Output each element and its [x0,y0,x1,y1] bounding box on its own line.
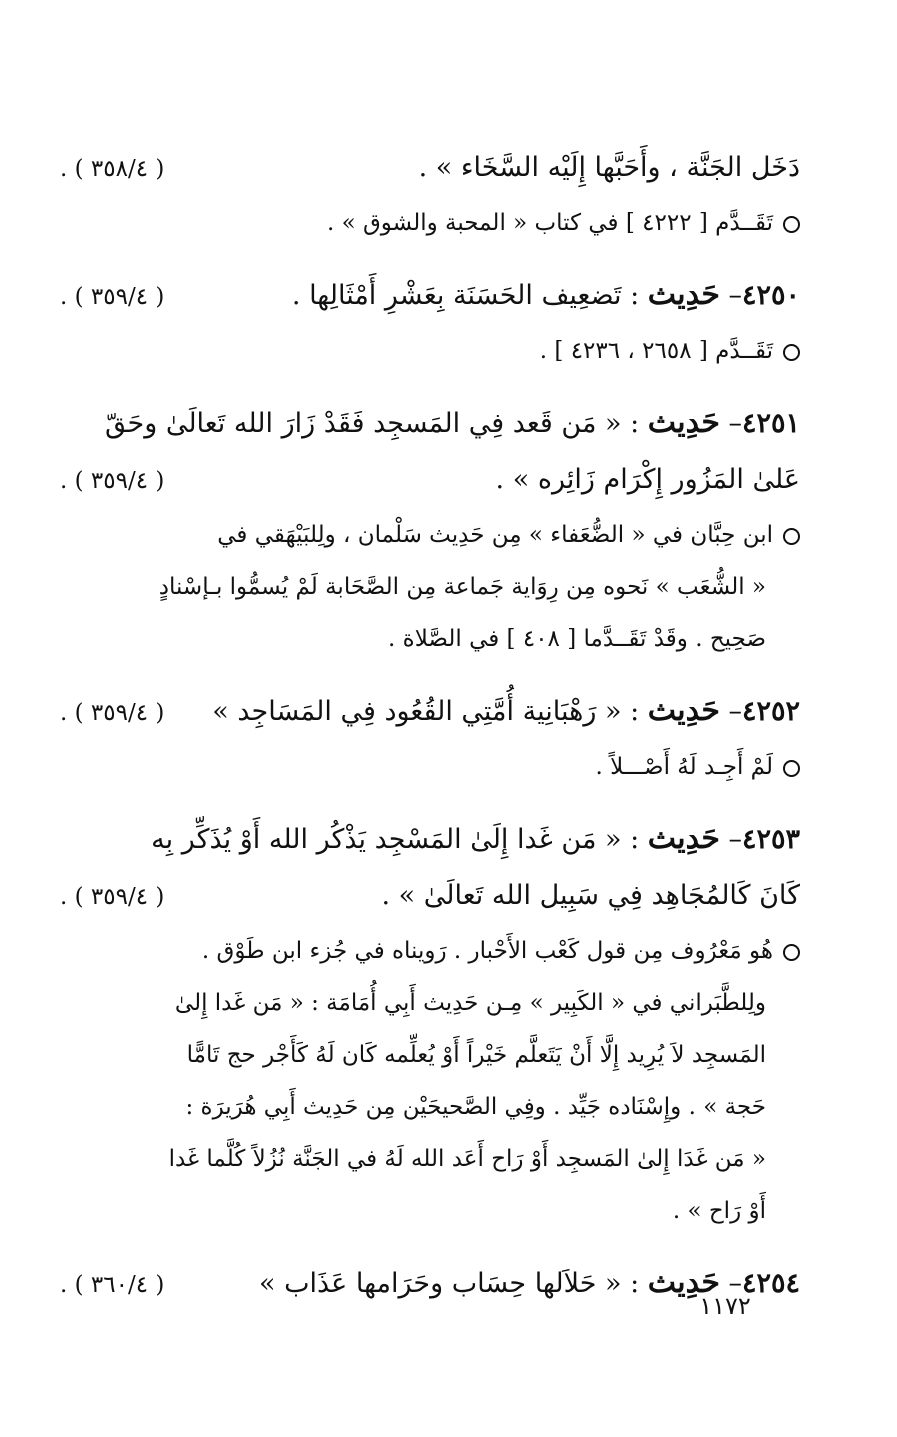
entry-text: : تَضعِيف الحَسَنَة بِعَشْرِ أَمْثَالِها . [291,280,640,311]
hadith-label: حَدِيث [647,1265,720,1300]
entry-text: كَانَ كَالمُجَاهِد فِي سَبِيل الله تَعالَىٰ » . [381,880,800,911]
hadith-entry [60,811,800,1237]
hadith-label: حَدِيث [647,277,720,312]
hadith-label: حَدِيث [647,821,720,856]
note [60,925,800,1237]
note-text: المَسجِد لاَ يُرِيد إِلَّا أَنْ يَتَعلَّم خَيْراً أَوْ يُعلِّمه كَان لَهُ كَأَجْر حج تَامًّا [186,1042,766,1068]
entry-line: ٤٢٥٤– حَدِيث : « حَلاَلها حِسَاب وحَرَامها عَذَاب » ( ٣٦٠/٤ ) . [60,1255,800,1313]
note-text: « مَن غَدَا إِلىٰ المَسجِد أَوْ رَاح أَعَد الله لَهُ في الجَنَّة نُزُلاً كُلَّما غَدا [168,1146,766,1172]
circle-bullet-icon [783,528,800,545]
entry-text: : « مَن قَعد فِي المَسجِد فَقَدْ زَارَ الله تَعالَىٰ وحَقّ [104,408,640,439]
entry-text: : « رَهْبَانِية أُمَّتِي القُعُود فِي المَسَاجِد » [212,696,640,727]
note-text: لَمْ أَجِـد لَهُ أَصْـــلاً . [595,754,773,780]
entry-text: عَلىٰ المَزُور إِكْرَام زَائِره » . [495,464,800,495]
note [60,509,800,665]
reference: ( ٣٦٠/٤ ) . [60,1272,165,1298]
entry-number: ٤٢٥٠ [741,280,800,311]
note-text: حَجة » . وإِسْنَاده جَيِّد . وفِي الصَّحيحَيْن مِن حَدِيث أَبِي هُرَيرَة : [185,1094,766,1120]
hadith-entry [60,683,800,793]
note-text: أَوْ رَاح » . [672,1198,766,1224]
entry-line: ٤٢٥٣– حَدِيث : « مَن غَدا إِلَىٰ المَسْجِد يَذْكُر الله أَوْ يُذَكِّر بِه [151,821,800,856]
entry-line: ٤٢٥٠– حَدِيث : تَضعِيف الحَسَنَة بِعَشْرِ أَمْثَالِها . ( ٣٥٩/٤ ) . [60,267,800,325]
entry-number: ٤٢٥٣ [741,824,800,855]
circle-bullet-icon [783,344,800,361]
hadith-entry [60,395,800,665]
entry-text: : « حَلاَلها حِسَاب وحَرَامها عَذَاب » [258,1268,640,1299]
entry-number: ٤٢٥٢ [741,696,800,727]
hadith-entry [60,267,800,377]
hadith-label: حَدِيث [647,693,720,728]
entry-line [60,140,800,197]
hadith-label: حَدِيث [647,405,720,440]
document-page [60,140,800,1331]
note-text: هُو مَعْرُوف مِن قول كَعْب الأَحْبار . رَويناه في جُزء ابن طَوْق . [201,938,773,964]
note-text: ولِلطَّبَراني في « الكَبِير » مِـن حَدِيث أَبِي أُمَامَة : « مَن غَدا إِلىٰ [174,990,766,1016]
reference: ( ٣٥٩/٤ ) . [60,700,165,726]
note [60,325,800,377]
note [60,741,800,793]
entry-continuation [60,140,800,249]
entry-number: ٤٢٥٤ [741,1268,800,1299]
circle-bullet-icon [783,760,800,777]
note-text: تَقَــدَّم [ ٢٦٥٨ ، ٤٢٣٦ ] . [539,338,773,364]
entry-line: ٤٢٥٢– حَدِيث : « رَهْبَانِية أُمَّتِي القُعُود فِي المَسَاجِد » ( ٣٥٩/٤ ) . [60,683,800,741]
entry-line: ٤٢٥١– حَدِيث : « مَن قَعد فِي المَسجِد فَقَدْ زَارَ الله تَعالَىٰ وحَقّ [104,405,800,440]
note-text: تَقَــدَّم [ ٤٢٢٢ ] في كتاب « المحبة والشوق » . [326,210,773,236]
note [60,197,800,249]
note-text: « الشُّعَب » نَحوه مِن رِوَاية جَماعة مِن الصَّحَابة لَمْ يُسمُّوا بـإسْنادٍ [158,574,766,600]
entry-text: : « مَن غَدا إِلَىٰ المَسْجِد يَذْكُر الله أَوْ يُذَكِّر بِه [151,824,640,855]
circle-bullet-icon [783,944,800,961]
reference: ( ٣٥٨/٤ ) . [60,156,165,182]
entry-line [60,452,800,509]
note-text: ابن حِبَّان في « الضُّعَفاء » مِن حَدِيث سَلْمان ، ولِلبَيْهَقي في [217,522,773,548]
entry-line [60,868,800,925]
entry-number: ٤٢٥١ [741,408,800,439]
reference: ( ٣٥٩/٤ ) . [60,468,165,494]
circle-bullet-icon [783,216,800,233]
reference: ( ٣٥٩/٤ ) . [60,884,165,910]
page-number: ١١٧٢ [699,1292,751,1320]
note-text: صَحِيح . وقَدْ تَقَــدَّما [ ٤٠٨ ] في الصَّلاة . [388,626,766,652]
reference: ( ٣٥٩/٤ ) . [60,284,165,310]
entry-text: دَخَل الجَنَّة ، وأَحَبَّها إِلَيْه السَّخَاء » . [418,152,800,183]
